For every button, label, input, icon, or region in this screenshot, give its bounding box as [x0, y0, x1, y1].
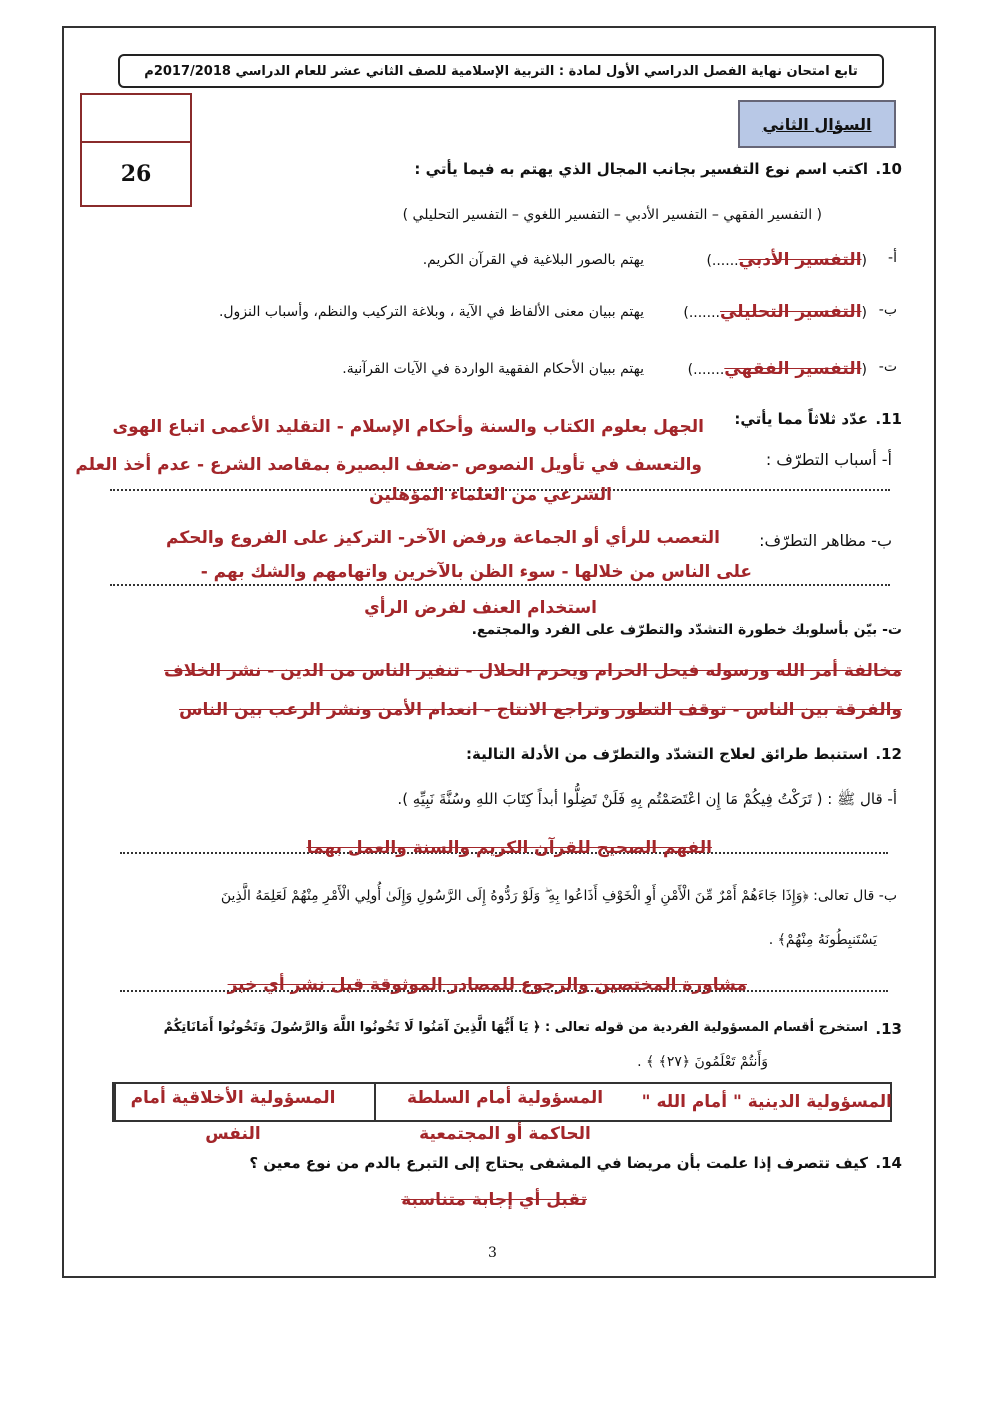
- q11-b-answer-line2: على الناس من خلالها - سوء الظن بالآخرين واتهامهم والشك بهم -: [200, 562, 752, 582]
- q14-number: 14.: [875, 1154, 902, 1172]
- page-number: 3: [488, 1245, 497, 1261]
- q10-options: ( التفسير الفقهي – التفسير الأدبي – التفسير اللغوي – التفسير التحليلي ): [402, 207, 822, 223]
- q10-c-answer: التفسير الفقهي: [724, 359, 862, 379]
- q10-number: 10.: [875, 160, 902, 178]
- q10-a-label: أ-: [888, 250, 897, 266]
- q12-b-text: ب- قال تعالى: ﴿وَإِذَا جَاءَهُمْ أَمْرٌ مِّنَ الْأَمْنِ أَوِ الْخَوْفِ أَذَاعُوا بِهِ ۖ وَلَوْ رَدُّوهُ إِلَى الرَّسُولِ وَإِلَىٰ أُولِي الْأَمْرِ مِنْهُمْ لَعَلِمَهُ الَّذِينَ: [220, 888, 897, 904]
- q13-number: 13.: [875, 1020, 902, 1038]
- q11-a-label: أ- أسباب التطرّف :: [765, 450, 892, 469]
- q11-a-answer-line2: والتعسف في تأويل النصوص -ضعف البصيرة بمقاصد الشرع - عدم أخذ العلم: [75, 455, 702, 475]
- q11-c-prompt: ت- بيّن بأسلوبك خطورة التشدّد والتطرّف على الفرد والمجتمع.: [471, 622, 902, 638]
- q11-a-answer-line3: الشرعي من العلماء المؤهلين: [369, 485, 612, 505]
- q10-a-text: يهتم بالصور البلاغية في القرآن الكريم.: [422, 252, 644, 268]
- q11-b-answer-line3: استخدام العنف لفرض الرأي: [364, 598, 597, 618]
- q11-prompt: عدّد ثلاثاً مما يأتي:: [734, 410, 868, 428]
- q12-a-text: أ- قال ﷺ : ( تَرَكْتُ فِيكُمْ مَا إِن اعْتَصَمْتُم بِهِ فَلَنْ تَضِلُّوا أبداً كِتَابَ اللهِ وسُنَّةَ نَبِيِّهِ ).: [397, 790, 897, 808]
- q10-prompt: اكتب اسم نوع التفسير بجانب المجال الذي يهتم به فيما يأتي :: [414, 160, 868, 178]
- q12-a-answer: الفهم الصحيح للقرآن الكريم والسنة والعمل بهما: [306, 838, 712, 858]
- q14-answer: تقبل أي إجابة متناسبة: [401, 1190, 587, 1210]
- q10-b-label: ب-: [878, 302, 897, 318]
- q13-answer-1: المسؤولية الدينية " أمام الله ": [641, 1092, 892, 1112]
- q11-b-label: ب- مظاهر التطرّف:: [759, 531, 892, 550]
- q11-a-answer-line1: الجهل بعلوم الكتاب والسنة وأحكام الإسلام - التقليد الأعمى اتباع الهوى: [112, 417, 704, 437]
- exam-header: تابع امتحان نهاية الفصل الدراسي الأول لمادة : التربية الإسلامية للصف الثاني عشر للعام الدراسي 2017/2018م: [118, 54, 884, 88]
- q12-b-text2: يَسْتَنبِطُونَهُ مِنْهُمْ﴾ .: [768, 932, 877, 948]
- q11-c-answer-line1: مخالفة أمر الله ورسوله فيحل الحرام ويحرم الحلال - تنفير الناس من الدين - نشر الخلاف: [164, 661, 902, 681]
- q11-c-answer-line2: والفرقة بين الناس - توقف التطور وتراجع الانتاج - انعدام الأمن ونشر الرعب بين الناس: [179, 700, 902, 720]
- q14-prompt: كيف تتصرف إذا علمت بأن مريضا في المشفى يحتاج إلى التبرع بالدم من نوع معين ؟: [249, 1154, 868, 1172]
- score-box: [80, 93, 192, 207]
- q13-answer-2: المسؤولية أمام السلطة الحاكمة أو المجتمعية: [406, 1088, 604, 1144]
- q10-b-answer: التفسير التحليلي: [719, 302, 862, 322]
- q13-prompt2: وَأَنتُمْ تَعْلَمُونَ ﴿٢٧﴾ ﴾ .: [637, 1054, 768, 1070]
- q10-c-label: ت-: [878, 359, 897, 375]
- q13-answer-3: المسؤولية الأخلاقية أمام النفس: [130, 1088, 336, 1144]
- q10-c-text: يهتم ببيان الأحكام الفقهية الواردة في الآيات القرآنية.: [342, 361, 644, 377]
- q13-prompt: استخرج أقسام المسؤولية الفردية من قوله تعالى : ﴿ يَا أَيُّهَا الَّذِينَ آمَنُوا لَا تَخُونُوا اللَّهَ وَالرَّسُولَ وَتَخُونُوا أَمَانَاتِكُمْ: [163, 1020, 868, 1035]
- q12-b-answer: مشاورة المختصين والرجوع للمصادر الموثوقة قبل نشر أي خبر: [227, 975, 747, 995]
- q11-b-answer-line1: التعصب للرأي أو الجماعة ورفض الآخر- التركيز على الفروع والحكم: [166, 528, 720, 548]
- q12-number: 12.: [875, 745, 902, 763]
- q10-b-text: يهتم ببيان معنى الألفاظ في الآية ، وبلاغة التركيب والنظم، وأسباب النزول.: [218, 304, 644, 320]
- q10-a-answer: التفسير الأدبي: [738, 250, 862, 270]
- q11-number: 11.: [875, 410, 902, 428]
- score-value: 26: [120, 161, 152, 187]
- section-title: السؤال الثاني: [738, 100, 896, 148]
- q12-prompt: استنبط طرائق لعلاج التشدّد والتطرّف من الأدلة التالية:: [466, 745, 868, 763]
